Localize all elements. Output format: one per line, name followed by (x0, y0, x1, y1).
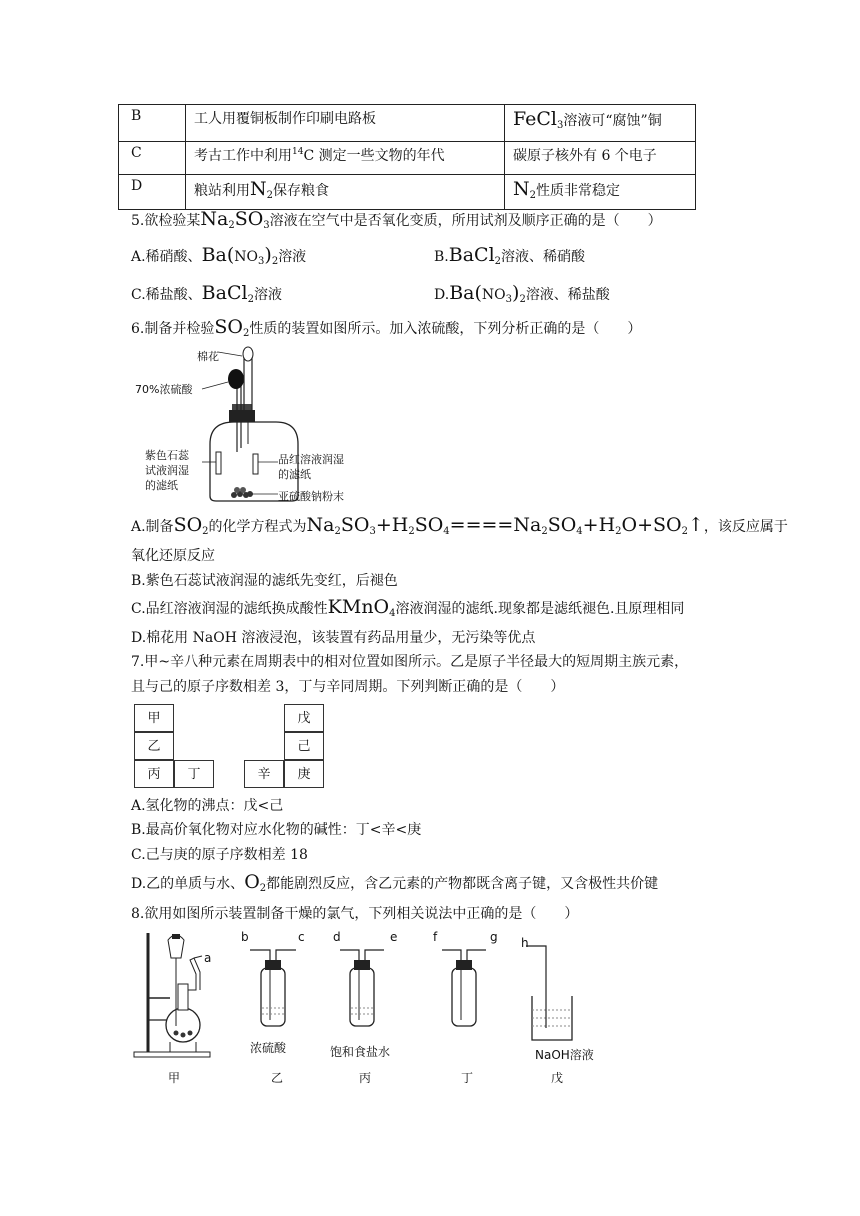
q6-option-d[interactable]: D.棉花用 NaOH 溶液浸泡，该装置有药品用量少，无污染等优点 (131, 630, 536, 646)
q5-option-c[interactable]: C.稀盐酸、BaCl$_2$溶液 (131, 282, 282, 305)
row-explanation: $N_2$性质非常稳定 (505, 175, 696, 210)
cell-ding: 丁 (174, 760, 214, 788)
cell-bing: 丙 (134, 760, 174, 788)
apparatus-yi: 乙 (271, 1071, 284, 1085)
apparatus-wu: 戊 (551, 1071, 564, 1085)
question-7-line2: 且与己的原子序数相差 3，丁与辛同周期。下列判断正确的是（ ） (131, 679, 565, 695)
label-litmus-3: 的滤纸 (145, 479, 178, 492)
port-c: c (298, 930, 305, 944)
row-application: 考古工作中利用$^{14}$C 测定一些文物的年代 (186, 142, 505, 175)
label-cotton: 棉花 (197, 350, 219, 363)
port-b: b (241, 930, 249, 944)
table-row (119, 105, 696, 142)
port-a: a (204, 951, 212, 965)
apparatus-jia: 甲 (168, 1071, 181, 1085)
q7-option-b[interactable]: B.最高价氧化物对应水化物的碱性：丁<辛<庚 (131, 822, 422, 838)
label-litmus-2: 试液润湿 (145, 464, 189, 477)
label-brine: 饱和食盐水 (330, 1045, 391, 1059)
label-litmus-1: 紫色石蕊 (145, 449, 189, 462)
q6-option-b[interactable]: B.紫色石蕊试液润湿的滤纸先变红，后褪色 (131, 573, 398, 589)
q7-option-d[interactable]: D.乙的单质与水、$O_2$都能剧烈反应，含乙元素的产物都既含离子键，又含极性共价键 (131, 871, 659, 894)
q5-option-d[interactable]: $D.Ba(NO_3)_2$溶液、稀盐酸 (434, 282, 610, 305)
q6-option-c[interactable]: C.品红溶液润湿的滤纸换成酸性KMnO$_4$溶液润湿的滤纸.现象都是滤纸褪色.且原理相同 (131, 596, 685, 619)
options-table (118, 104, 696, 210)
label-red-2: 的滤纸 (278, 468, 311, 481)
question-8-stem: 8.欲用如图所示装置制备干燥的氯气，下列相关说法中正确的是（ ） (131, 906, 579, 922)
q7-option-a[interactable]: A.氢化物的沸点：戊<己 (131, 798, 284, 814)
label-conc-sulfuric: 浓硫酸 (250, 1041, 287, 1055)
row-explanation: FeCl$_3$溶液可“腐蚀”铜 (505, 105, 696, 142)
port-f: f (433, 930, 438, 944)
q7-option-c[interactable]: C.己与庚的原子序数相差 18 (131, 847, 308, 863)
label-naoh: NaOH溶液 (535, 1048, 594, 1062)
q6-option-a-line2: 氧化还原反应 (131, 548, 215, 564)
apparatus-bing: 丙 (359, 1071, 372, 1085)
row-explanation: 碳原子核外有 6 个电子 (505, 142, 696, 175)
table-row (119, 175, 696, 210)
label-powder: 亚硫酸钠粉末 (278, 490, 344, 503)
label-red-1: 品红溶液润湿 (278, 453, 344, 466)
question-5-stem: 5.欲检验某$Na_2SO_3$溶液在空气中是否氧化变质，所用试剂及顺序正确的是（ ） (131, 208, 662, 231)
q5-option-a[interactable]: A.稀硝酸、$Ba(NO_3)_2$溶液 (131, 244, 307, 267)
cell-xin: 辛 (244, 760, 284, 788)
question-7-line1: 7.甲~辛八种元素在周期表中的相对位置如图所示。乙是原子半径最大的短周期主族元素， (131, 654, 689, 670)
row-application: 工人用覆铜板制作印刷电路板 (186, 105, 505, 142)
row-application: 粮站利用$N_2$保存粮食 (186, 175, 505, 210)
label-acid: 70%浓硫酸 (135, 383, 193, 396)
q6-option-a[interactable]: A.制备$SO_2$的化学方程式为$Na_2SO_3+H_2SO_4====Na_2SO_4+H_2O+SO_2↑$，该反应属于 (131, 514, 788, 537)
apparatus-ding: 丁 (461, 1071, 474, 1085)
row-key: C (119, 142, 186, 175)
cell-wu: 戊 (284, 704, 324, 732)
question-6-stem: 6.制备并检验$SO_2$性质的装置如图所示。加入浓硫酸，下列分析正确的是（ ） (131, 316, 642, 339)
cell-jia: 甲 (134, 704, 174, 732)
cell-ji: 己 (284, 732, 324, 760)
cell-geng: 庚 (284, 760, 324, 788)
row-key: B (119, 105, 186, 142)
row-key: D (119, 175, 186, 210)
port-d: d (333, 930, 341, 944)
table-row (119, 142, 696, 175)
cell-yi: 乙 (134, 732, 174, 760)
q5-option-b[interactable]: B.BaCl$_2$溶液、稀硝酸 (434, 244, 586, 267)
port-h: h (521, 936, 529, 950)
port-g: g (490, 930, 498, 944)
port-e: e (390, 930, 398, 944)
